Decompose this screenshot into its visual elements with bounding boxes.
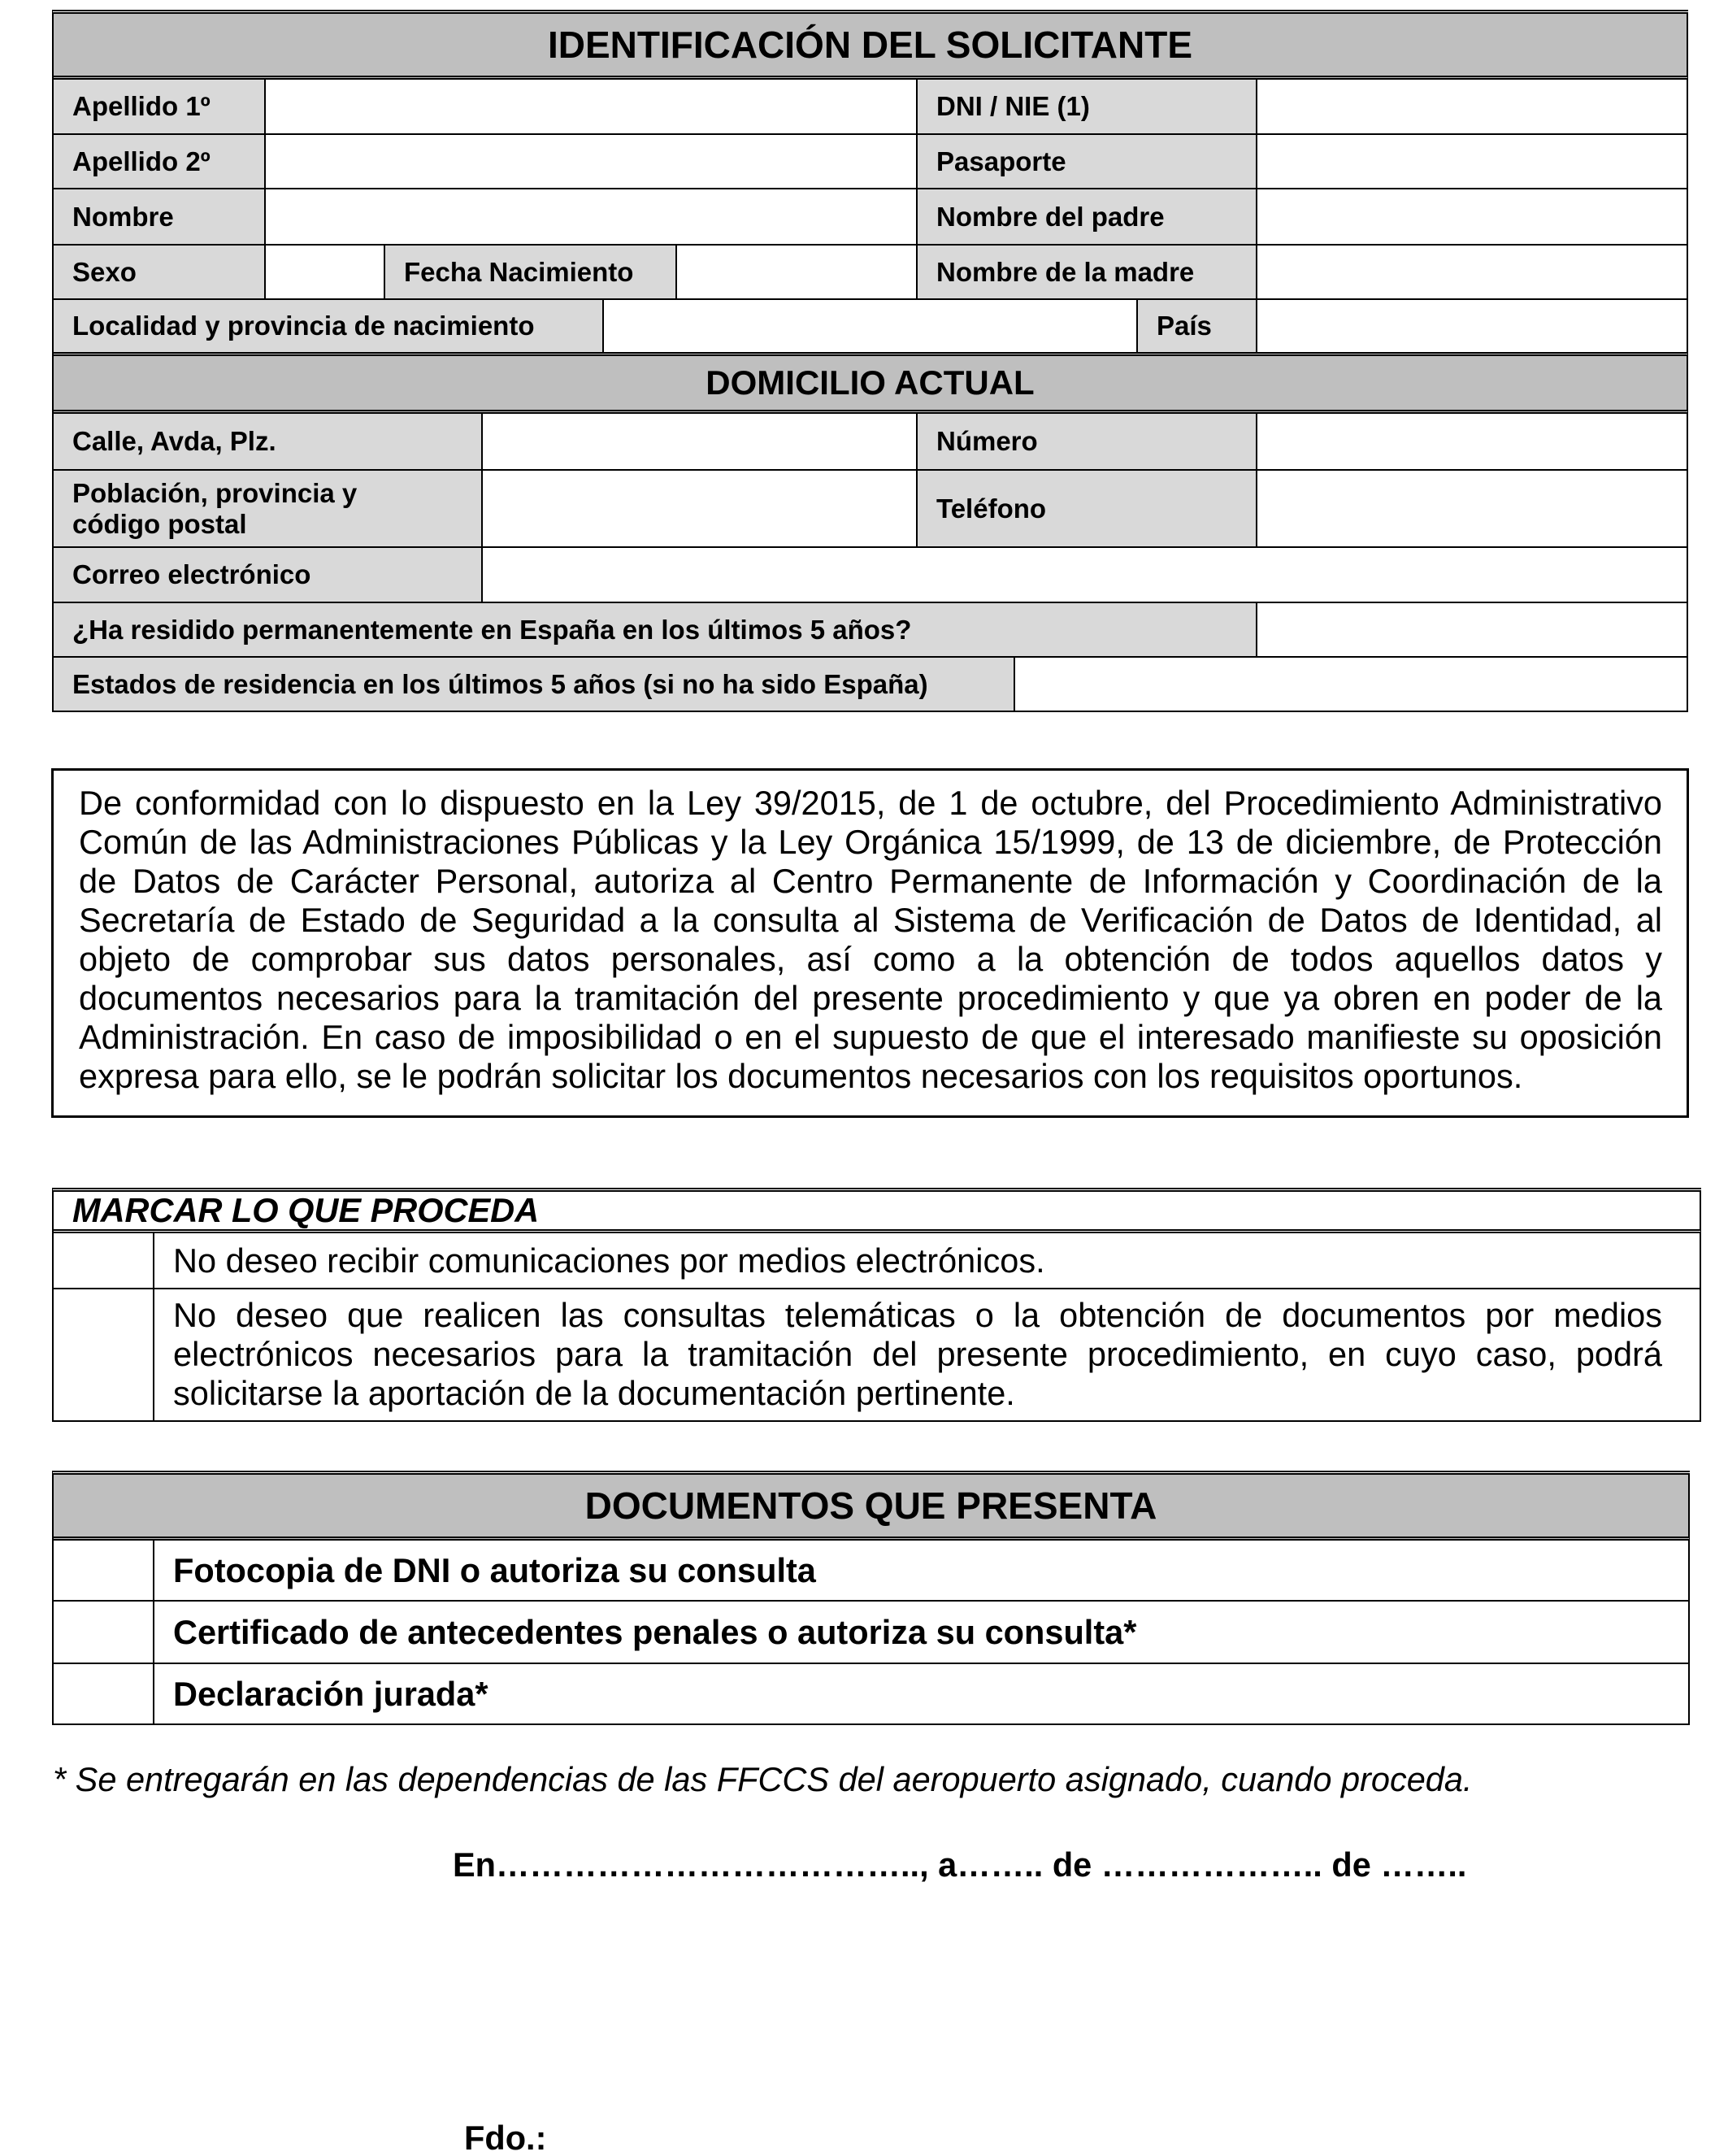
- marcar-table: [52, 1188, 1701, 1422]
- residencia-espana-label: ¿Ha residido permanentemente en España en los últimos 5 años?: [54, 603, 1257, 658]
- poblacion-label: [54, 471, 483, 548]
- localidad-nacimiento-label: Localidad y provincia de nacimiento: [54, 300, 604, 352]
- identificacion-table: [52, 10, 1688, 712]
- checkbox-fotocopia-dni: [54, 1541, 154, 1602]
- consentimiento-line: Común de las Administraciones Públicas y la Ley Orgánica 15/1999, de 13 de diciembre, de Protección: [79, 823, 1662, 861]
- documento-certificado-antecedentes: Certificado de antecedentes penales o autoriza su consulta*: [154, 1602, 1690, 1664]
- option-no-consultas-telematicas: [154, 1289, 1701, 1422]
- option-line: electrónicos necesarios para la tramitación del presente procedimiento, en cuyo caso, podrá: [173, 1335, 1662, 1373]
- apellido1-field: [266, 80, 918, 135]
- calle-field: [483, 414, 918, 471]
- fecha-nacimiento-field: [677, 246, 918, 300]
- dni-nie-label: DNI / NIE (1): [918, 80, 1257, 135]
- consentimiento-line: documentos necesarios para la tramitación del presente procedimiento y que ya obren en poder de la: [79, 979, 1662, 1017]
- numero-field: [1257, 414, 1688, 471]
- correo-label: Correo electrónico: [54, 548, 483, 603]
- consentimiento-line: Administración. En caso de imposibilidad o en el supuesto de que el interesado manifieste su oposición: [79, 1018, 1662, 1056]
- estados-residencia-label: Estados de residencia en los últimos 5 años (si no ha sido España): [54, 658, 1015, 712]
- firma-label: Fdo.:: [464, 2119, 547, 2156]
- consentimiento-line: Secretaría de Estado de Seguridad a la consulta al Sistema de Verificación de Datos de Identidad, al: [79, 901, 1662, 939]
- checkbox-no-consultas-telematicas: [54, 1289, 154, 1422]
- option-line: solicitarse la aportación de la documentación pertinente.: [173, 1374, 1015, 1412]
- checkbox-certificado-antecedentes: [54, 1602, 154, 1664]
- dni-nie-field: [1257, 80, 1688, 135]
- pasaporte-label: Pasaporte: [918, 135, 1257, 189]
- sexo-field: [266, 246, 385, 300]
- poblacion-label-line: Población, provincia y: [72, 477, 358, 508]
- consentimiento-line: expresa para ello, se le podrán solicitar los documentos necesarios con los requisitos oportunos.: [79, 1057, 1523, 1095]
- consentimiento-line: objeto de comprobar sus datos personales, así como a la obtención de todos aquellos datos y: [79, 940, 1662, 978]
- consentimiento-line: De conformidad con lo dispuesto en la Ley 39/2015, de 1 de octubre, del Procedimiento Administrativo: [79, 784, 1662, 822]
- sexo-label: Sexo: [54, 246, 266, 300]
- apellido2-field: [266, 135, 918, 189]
- marcar-title: MARCAR LO QUE PROCEDA: [54, 1192, 1701, 1233]
- lugar-fecha-line: En……………………………….., a…….. de ……………….. de ……..: [453, 1845, 1467, 1884]
- pais-label: País: [1138, 300, 1257, 352]
- nombre-field: [266, 189, 918, 246]
- nombre-madre-field: [1257, 246, 1688, 300]
- apellido1-label: Apellido 1º: [54, 80, 266, 135]
- documento-declaracion-jurada: Declaración jurada*: [154, 1664, 1690, 1725]
- estados-residencia-field: [1015, 658, 1688, 712]
- documentos-table: [52, 1471, 1690, 1725]
- correo-field: [483, 548, 1688, 603]
- nombre-padre-field: [1257, 189, 1688, 246]
- option-line: No deseo que realicen las consultas telemáticas o la obtención de documentos por medios: [173, 1296, 1662, 1334]
- poblacion-field: [483, 471, 918, 548]
- checkbox-no-comunicaciones-electronicas: [54, 1233, 154, 1289]
- documento-fotocopia-dni: Fotocopia de DNI o autoriza su consulta: [154, 1541, 1690, 1602]
- telefono-field: [1257, 471, 1688, 548]
- poblacion-label-line: código postal: [72, 508, 247, 539]
- documentos-title: DOCUMENTOS QUE PRESENTA: [54, 1475, 1690, 1541]
- nombre-madre-label: Nombre de la madre: [918, 246, 1257, 300]
- pasaporte-field: [1257, 135, 1688, 189]
- nombre-label: Nombre: [54, 189, 266, 246]
- footnote: * Se entregarán en las dependencias de las FFCCS del aeropuerto asignado, cuando proceda.: [53, 1760, 1473, 1798]
- apellido2-label: Apellido 2º: [54, 135, 266, 189]
- domicilio-title: DOMICILIO ACTUAL: [54, 352, 1688, 414]
- telefono-label: Teléfono: [918, 471, 1257, 548]
- residencia-espana-field: [1257, 603, 1688, 658]
- calle-label: Calle, Avda, Plz.: [54, 414, 483, 471]
- nombre-padre-label: Nombre del padre: [918, 189, 1257, 246]
- pais-field: [1257, 300, 1688, 352]
- checkbox-declaracion-jurada: [54, 1664, 154, 1725]
- numero-label: Número: [918, 414, 1257, 471]
- option-no-comunicaciones-electronicas: No deseo recibir comunicaciones por medios electrónicos.: [154, 1233, 1701, 1289]
- localidad-nacimiento-field: [604, 300, 1138, 352]
- consentimiento-line: de Datos de Carácter Personal, autoriza al Centro Permanente de Información y Coordinación de la: [79, 862, 1662, 900]
- fecha-nacimiento-label: Fecha Nacimiento: [385, 246, 677, 300]
- identificacion-title: IDENTIFICACIÓN DEL SOLICITANTE: [54, 14, 1688, 80]
- consentimiento-box: [51, 768, 1689, 1118]
